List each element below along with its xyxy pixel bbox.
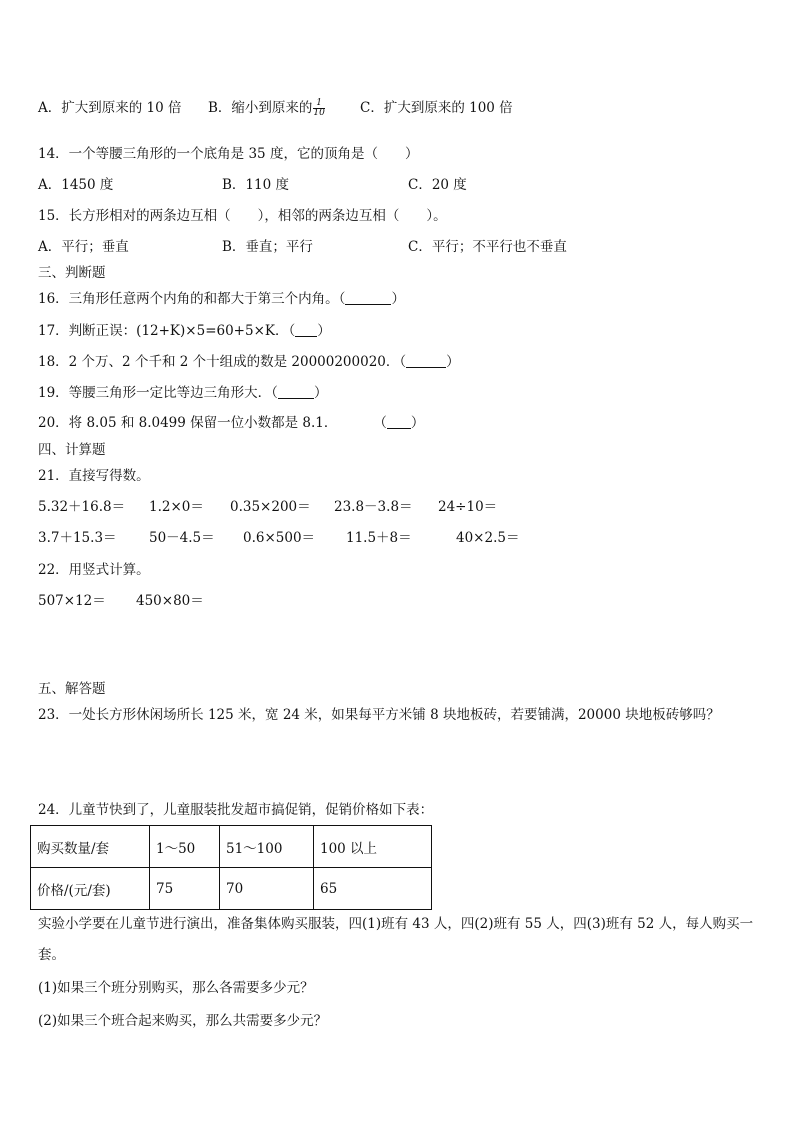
- q24-stem: 24．儿童节快到了，儿童服装批发超市搞促销，促销价格如下表：: [38, 802, 434, 818]
- table-cell: 100 以上: [314, 826, 432, 868]
- q21-item: 0.6×500＝: [243, 530, 316, 546]
- table-cell: 51～100: [220, 826, 314, 868]
- q19-close: ）: [313, 385, 328, 401]
- q15-option-b: B．垂直；平行: [222, 239, 313, 255]
- q16-text: 16．三角形任意两个内角的和都大于第三个内角。（: [38, 291, 346, 307]
- q21-item: 23.8－3.8＝: [334, 499, 413, 515]
- q17: [38, 321, 331, 341]
- q19-text: 19．等腰三角形一定比等边三角形大．（: [38, 385, 278, 401]
- q24-description-line-2: 套。: [38, 947, 65, 963]
- q14-option-b: B．110 度: [222, 177, 289, 193]
- answer-blank[interactable]: [387, 414, 411, 429]
- q20-open: （: [373, 415, 387, 431]
- q23: 23．一处长方形休闲场所长 125 米，宽 24 米，如果每平方米铺 8 块地板砖，若要铺满，20000 块地板砖够吗？: [38, 707, 720, 723]
- q13-option-a: A．扩大到原来的 10 倍: [38, 100, 182, 116]
- q22-stem: 22．用竖式计算。: [38, 562, 150, 578]
- section-heading-calculation: 四、计算题: [38, 442, 106, 458]
- q19: [38, 383, 327, 403]
- fraction-one-tenth: [313, 99, 324, 118]
- q16: [38, 289, 405, 309]
- q14-stem: 14．一个等腰三角形的一个底角是 35 度，它的顶角是（ ）: [38, 146, 419, 162]
- q22-item: 450×80＝: [136, 593, 204, 609]
- q13-option-c: C．扩大到原来的 100 倍: [360, 100, 513, 116]
- table-cell: 65: [314, 868, 432, 910]
- table-row: [31, 868, 432, 910]
- answer-blank[interactable]: [278, 384, 314, 399]
- q15-stem: 15．长方形相对的两条边互相（ ），相邻的两条边互相（ ）。: [38, 208, 447, 224]
- q22-item: 507×12＝: [38, 593, 106, 609]
- q24-subquestion-1: (1)如果三个班分别购买，那么各需要多少元？: [38, 980, 314, 996]
- table-cell: 价格/(元/套): [31, 868, 150, 910]
- q21-item: 1.2×0＝: [149, 499, 204, 515]
- q13-option-b-text: B．缩小到原来的: [208, 100, 313, 116]
- q18-close: ）: [446, 354, 460, 370]
- q21-item: 5.32＋16.8＝: [38, 499, 126, 515]
- fraction-denominator: 10: [313, 108, 325, 118]
- q20-close: ）: [410, 415, 425, 431]
- table-cell: 70: [220, 868, 314, 910]
- q24-subquestion-2: (2)如果三个班合起来购买，那么共需要多少元？: [38, 1013, 328, 1029]
- q21-item: 24÷10＝: [438, 499, 498, 515]
- price-table: [30, 825, 432, 910]
- q17-close: ）: [317, 323, 331, 339]
- section-heading-word-problems: 五、解答题: [38, 681, 106, 697]
- q13-option-b: [208, 98, 325, 118]
- q18-text: 18．2 个万、2 个千和 2 个十组成的数是 20000200020．（: [38, 354, 407, 370]
- fraction-numerator: 1: [316, 98, 323, 108]
- q15-option-a: A．平行；垂直: [38, 239, 129, 255]
- q18: [38, 352, 460, 372]
- q21-item: 11.5＋8＝: [346, 530, 412, 546]
- q16-close: ）: [391, 291, 405, 307]
- table-cell: 购买数量/套: [31, 826, 150, 868]
- q24-description-line-1: 实验小学要在儿童节进行演出，准备集体购买服装，四(1)班有 43 人，四(2)班有 55 人，四(3)班有 52 人，每人购买一: [38, 916, 754, 932]
- q21-stem: 21．直接写得数。: [38, 468, 150, 484]
- answer-blank[interactable]: [406, 353, 446, 368]
- q20-text: 20．将 8.05 和 8.0499 保留一位小数都是 8.1．: [38, 415, 338, 431]
- q17-text: 17．判断正误：(12+K)×5=60+5×K．（: [38, 323, 296, 339]
- q14-option-c: C．20 度: [408, 177, 467, 193]
- section-heading-judgement: 三、判断题: [38, 265, 106, 281]
- table-row: [31, 826, 432, 868]
- answer-blank[interactable]: [345, 290, 391, 305]
- q15-option-c: C．平行；不平行也不垂直: [408, 239, 567, 255]
- q20: [38, 413, 424, 433]
- answer-blank[interactable]: [295, 322, 317, 337]
- q21-item: 50－4.5＝: [149, 530, 215, 546]
- q21-item: 40×2.5＝: [456, 530, 520, 546]
- q14-option-a: A．1450 度: [38, 177, 114, 193]
- table-cell: 75: [150, 868, 220, 910]
- q21-item: 3.7＋15.3＝: [38, 530, 117, 546]
- table-cell: 1～50: [150, 826, 220, 868]
- q21-item: 0.35×200＝: [230, 499, 311, 515]
